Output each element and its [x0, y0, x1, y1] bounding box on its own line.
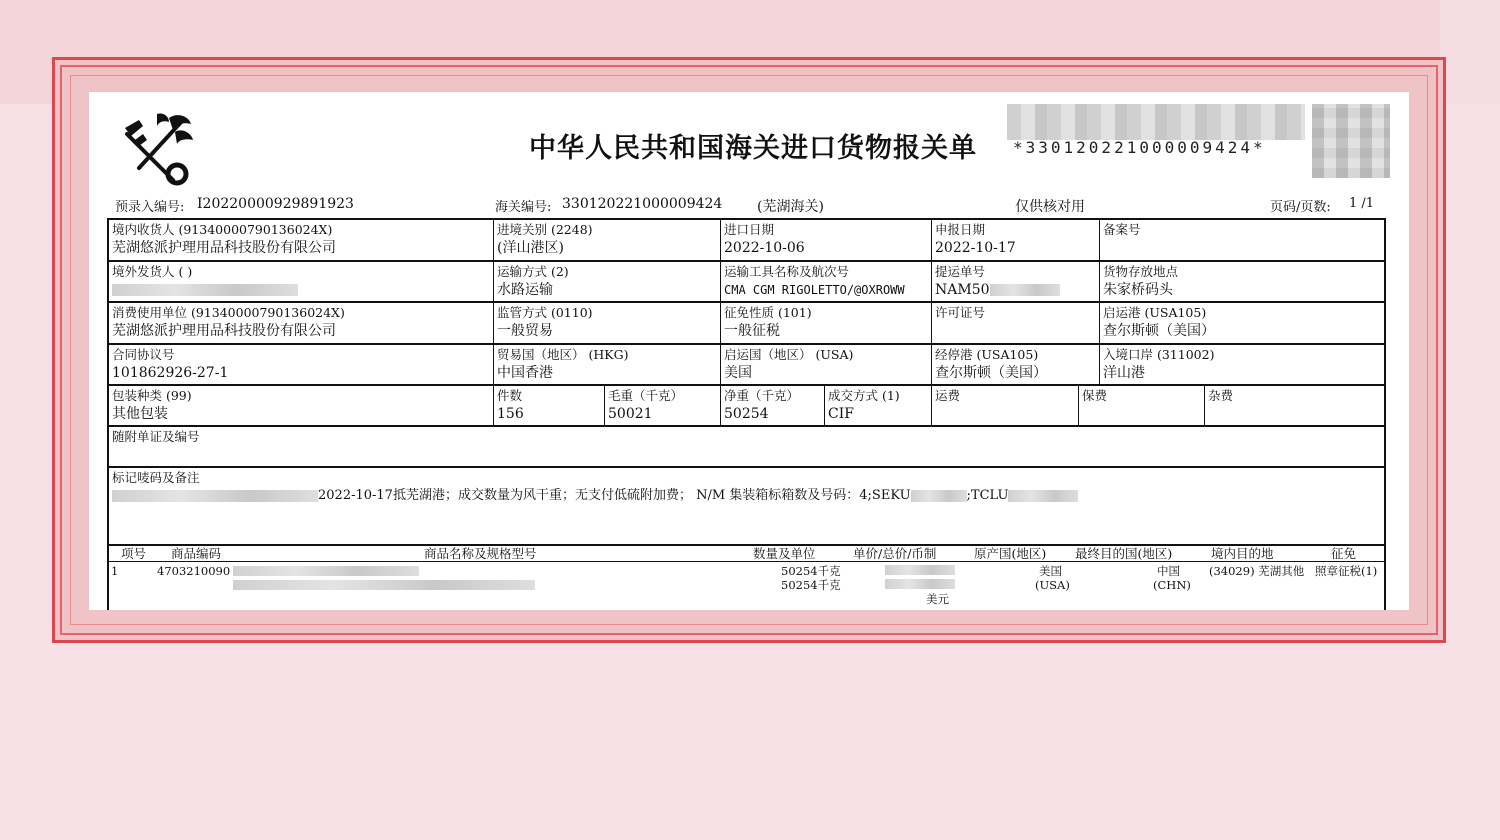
item-row [109, 564, 1384, 610]
item-currency: 美元 [926, 592, 949, 606]
header-price: 单价/总价/币制 [853, 546, 937, 561]
cell-gross-weight: 毛重（千克） 50021 [604, 386, 720, 425]
header-hs-code: 商品编码 [171, 546, 222, 561]
header-destination: 最终目的国(地区) [1075, 546, 1173, 561]
cell-deal-mode: 成交方式 (1) CIF [824, 386, 931, 425]
redacted-goods-name-1 [233, 566, 419, 576]
row-contract [109, 345, 1384, 386]
pre-entry-label: 预录入编号: [115, 200, 185, 215]
cell-tax-nature: 征免性质 (101) 一般征税 [720, 303, 931, 343]
item-destination-code: (CHN) [1153, 578, 1191, 592]
cell-supervision-mode: 监管方式 (0110) 一般贸易 [493, 303, 720, 343]
cell-attached-documents: 随附单证及编号 [112, 429, 200, 444]
row-marks-remarks [109, 468, 1384, 546]
header-goods-name: 商品名称及规格型号 [424, 546, 537, 561]
item-no: 1 [111, 564, 119, 578]
cell-transport-mode: 运输方式 (2) 水路运输 [493, 262, 720, 301]
cell-package-type: 包装种类 (99) 其他包装 [112, 388, 192, 422]
item-table-header [109, 544, 1384, 562]
cell-marks-remarks: 标记唛码及备注 2022-10-17抵芜湖港；成交数量为风干重；无支付低硫附加费； N/M 集装箱标箱数及号码：4;SEKU ;TCLU [109, 468, 1384, 544]
redacted-unit-price [885, 565, 955, 575]
declaration-grid [107, 218, 1386, 610]
cell-entry-port: 进境关别 (2248) (洋山港区) [493, 220, 720, 260]
redacted-marks-prefix [112, 490, 318, 502]
cell-freight: 运费 [931, 386, 1078, 425]
cell-misc-fee: 杂费 [1204, 386, 1384, 425]
document-title: 中华人民共和国海关进口货物报关单 [529, 133, 977, 164]
item-quantity-2: 50254千克 [781, 578, 841, 592]
pre-entry-number: I20220000929891923 [197, 196, 354, 212]
page-background-corner [1440, 0, 1500, 104]
cell-origin-country: 启运国（地区） (USA) 美国 [720, 345, 931, 384]
header-quantity: 数量及单位 [753, 546, 816, 561]
marks-remarks-tail: ;TCLU [966, 488, 1009, 503]
redacted-shipper [112, 284, 298, 296]
verification-notice: 仅供核对用 [1015, 199, 1085, 215]
qr-code-redacted [1312, 104, 1390, 178]
cell-domestic-consignee: 境内收货人 (91340000790136024X) 芜湖悠派护理用品科技股份有限公司 [112, 222, 336, 256]
row-attached-documents [109, 427, 1384, 468]
marks-remarks-text: 2022-10-17抵芜湖港；成交数量为风干重；无支付低硫附加费； N/M 集装箱标箱数及号码：4;SEKU [318, 488, 911, 503]
redacted-container-1 [911, 490, 967, 502]
item-origin: 美国 [1039, 564, 1062, 578]
redacted-container-2 [1008, 490, 1078, 502]
page-count-label: 页码/页数: [1270, 200, 1331, 215]
barcode-redacted [1007, 104, 1305, 140]
customs-office: (芜湖海关) [757, 199, 824, 215]
cell-stop-port: 经停港 (USA105) 查尔斯顿（美国） [931, 345, 1099, 384]
item-destination: 中国 [1157, 564, 1180, 578]
cell-declaration-date: 申报日期 2022-10-17 [931, 220, 1099, 260]
cell-contract-number: 合同协议号 101862926-27-1 [112, 347, 229, 381]
redacted-total-price [885, 579, 955, 589]
redacted-bl [990, 284, 1060, 296]
header-origin: 原产国(地区) [974, 546, 1047, 561]
cell-departure-port: 启运港 (USA105) 查尔斯顿（美国） [1099, 303, 1384, 343]
cell-license-number: 许可证号 [931, 303, 1099, 343]
cell-insurance: 保费 [1078, 386, 1204, 425]
header-item-no: 项号 [121, 546, 147, 561]
item-hs-code: 4703210090 [157, 564, 231, 578]
cell-overseas-shipper: 境外发货人 ( ) [109, 262, 493, 301]
redacted-goods-name-2 [233, 580, 535, 590]
row-consumer [109, 303, 1384, 345]
item-levy: 照章征税(1) [1315, 564, 1378, 578]
customs-number: 330120221000009424 [562, 196, 723, 212]
cell-record-number: 备案号 [1099, 220, 1384, 260]
page-count-value: 1 /1 [1349, 196, 1375, 211]
customs-number-label: 海关编号: [495, 200, 552, 215]
item-quantity-1: 50254千克 [781, 564, 841, 578]
cell-storage-location: 货物存放地点 朱家桥码头 [1099, 262, 1384, 301]
customs-emblem-icon [117, 110, 197, 190]
cell-net-weight: 净重（千克） 50254 [720, 386, 824, 425]
cell-import-date: 进口日期 2022-10-06 [720, 220, 931, 260]
cell-trade-country: 贸易国（地区） (HKG) 中国香港 [493, 345, 720, 384]
item-domestic-destination: (34029) 芜湖其他 [1209, 564, 1305, 578]
cell-vessel-voyage: 运输工具名称及航次号 CMA CGM RIGOLETTO/@OXROWW [720, 262, 931, 301]
header-levy: 征免 [1331, 546, 1357, 561]
cell-pieces: 件数 156 [493, 386, 604, 425]
cell-bill-of-lading: 提运单号 NAM50 [931, 262, 1099, 301]
document-meta-row [89, 196, 1409, 216]
row-shipper [109, 262, 1384, 303]
customs-declaration-document [89, 92, 1409, 610]
row-packaging [109, 386, 1384, 427]
barcode-text: *330120221000009424* [1013, 138, 1266, 157]
header-domestic-destination: 境内目的地 [1211, 546, 1274, 561]
cell-consumer-unit: 消费使用单位 (91340000790136024X) 芜湖悠派护理用品科技股份有限公司 [112, 305, 345, 339]
row-consignee [109, 220, 1384, 262]
cell-entry-port-code: 入境口岸 (311002) 洋山港 [1099, 345, 1384, 384]
item-origin-code: (USA) [1035, 578, 1070, 592]
